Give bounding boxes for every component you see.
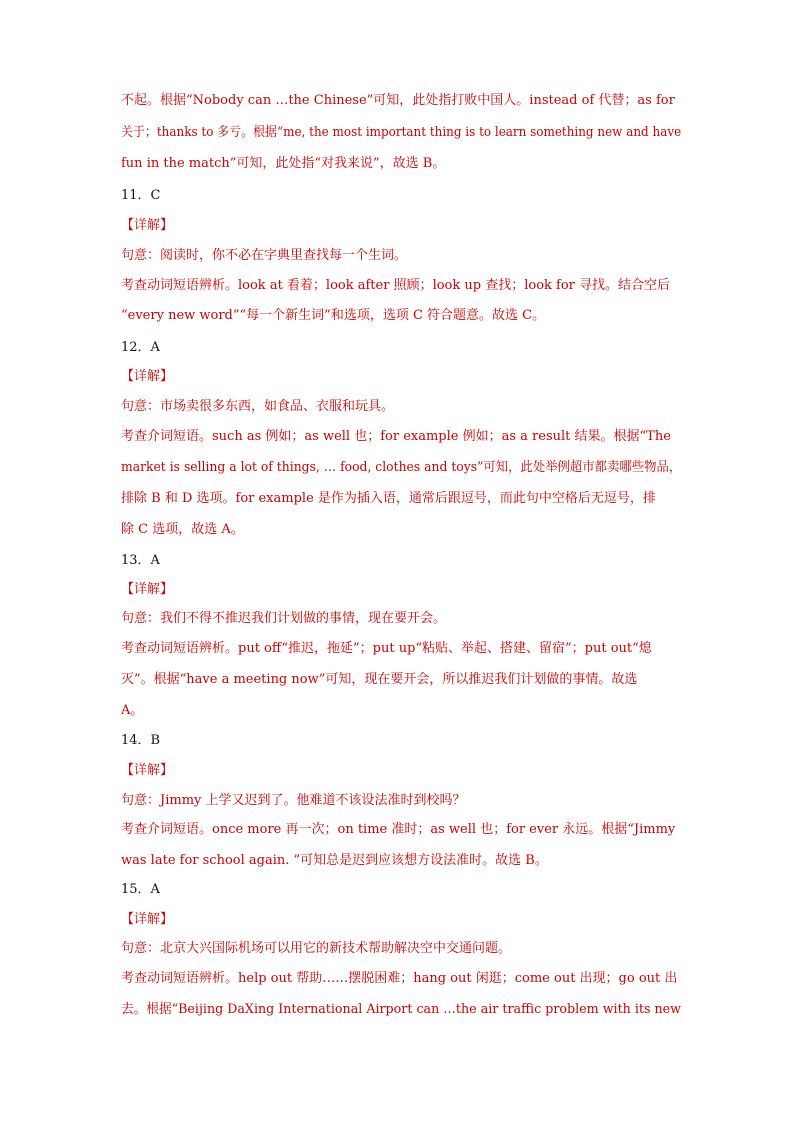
q14-explain-line-2: was late for school again. ”可知总是迟到应该想方设法准时。故选 B。 (121, 853, 548, 868)
q10-explain-line-3: fun in the match”可知，此处指“对我来说”，故选 B。 (121, 156, 446, 171)
q11-explain-line-2: “every new word”“每一个新生词”和选项，选项 C 符合题意。故选 C。 (121, 308, 546, 323)
q14-meaning: 句意：Jimmy 上学又迟到了。他难道不该设法准时到校吗？ (121, 793, 466, 808)
q12-heading: 【详解】 (121, 369, 174, 384)
q13-meaning: 句意：我们不得不推迟我们计划做的事情，现在要开会。 (121, 611, 447, 626)
q13-number: 13．A (121, 553, 160, 568)
q12-explain-line-3: 排除 B 和 D 选项。for example 是作为插入语，通常后跟逗号，而此句中空格后无逗号，排 (121, 491, 656, 506)
q13-heading: 【详解】 (121, 582, 174, 597)
q13-explain-line-1: 考查动词短语辨析。put off“推迟，拖延”；put up“粘贴、举起、搭建、留宿”；put out“熄 (121, 641, 652, 656)
q11-heading: 【详解】 (121, 218, 174, 233)
q14-explain-line-1: 考查介词短语。once more 再一次；on time 准时；as well 也；for ever 永远。根据“Jimmy (121, 822, 676, 837)
q14-heading: 【详解】 (121, 763, 174, 778)
q15-number: 15．A (121, 882, 160, 897)
q11-meaning: 句意：阅读时，你不必在字典里查找每一个生词。 (121, 248, 408, 263)
q12-number: 12．A (121, 340, 160, 355)
q12-explain-line-4: 除 C 选项，故选 A。 (121, 522, 244, 537)
q11-number: 11．C (121, 188, 161, 203)
q12-explain-line-2: market is selling a lot of things, … food, clothes and toys”可知，此处举例超市都卖哪些物品， (121, 460, 682, 475)
q12-explain-line-1: 考查介词短语。such as 例如；as well 也；for example 例如；as a result 结果。根据“The (121, 429, 671, 444)
q10-explain-line-2: 关于；thanks to 多亏。根据“me, the most important thing is to learn something new and have (121, 125, 682, 140)
q12-meaning: 句意：市场卖很多东西，如食品、衣服和玩具。 (121, 399, 395, 414)
q13-explain-line-2: 灭”。根据“have a meeting now”可知，现在要开会，所以推迟我们计划做的事情。故选 (121, 672, 638, 687)
q15-meaning: 句意：北京大兴国际机场可以用它的新技术帮助解决空中交通问题。 (121, 941, 512, 956)
q15-heading: 【详解】 (121, 912, 174, 927)
q14-number: 14．B (121, 733, 161, 748)
q10-explain-line-1: 不起。根据“Nobody can …the Chinese”可知，此处指打败中国人。instead of 代替；as for (121, 93, 675, 108)
q15-explain-line-2: 去。根据“Beijing DaXing International Airport can …the air traffic problem with its new (121, 1002, 682, 1017)
q11-explain-line-1: 考查动词短语辨析。look at 看着；look after 照顾；look up 查找；look for 寻找。结合空后 (121, 278, 671, 293)
q13-explain-line-3: A。 (121, 703, 144, 718)
q15-explain-line-1: 考查动词短语辨析。help out 帮助……摆脱困难；hang out 闲逛；come out 出现；go out 出 (121, 971, 678, 986)
